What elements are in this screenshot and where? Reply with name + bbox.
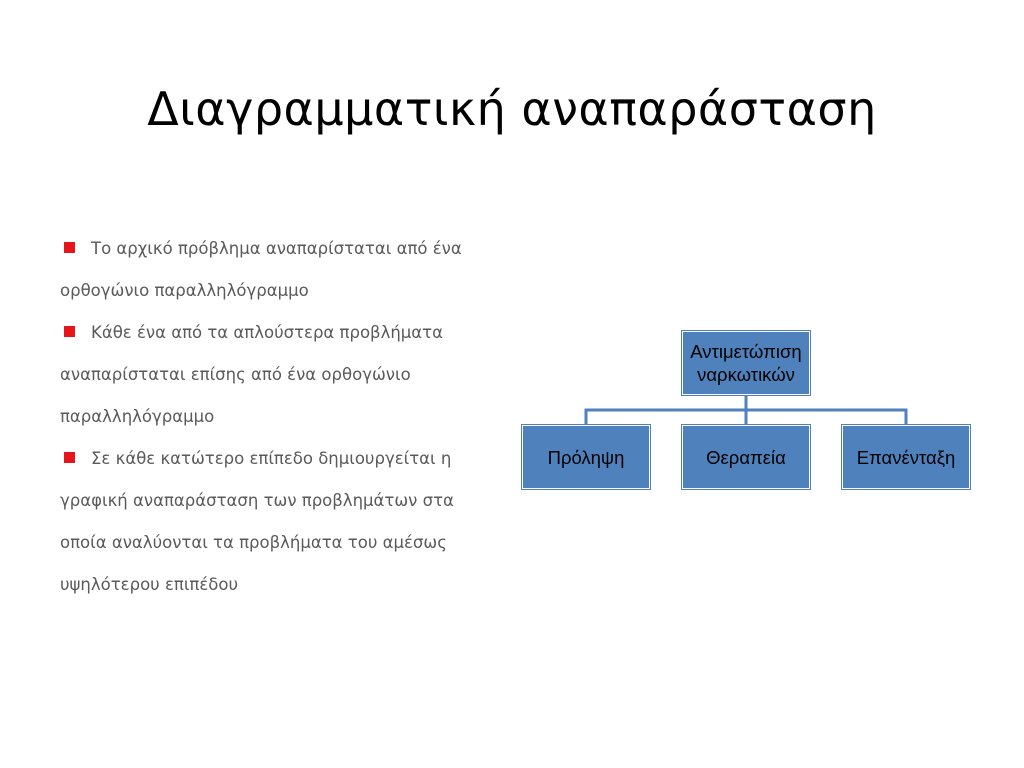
diagram-child-node-reintegration — [842, 425, 970, 489]
diagram-child-label: Θεραπεία — [706, 446, 786, 468]
bullet-text: Κάθε ένα από τα απλούστερα προβλήματα αναπαρίσταται επίσης από ένα ορθογώνιο παραλληλόγραμμο — [60, 323, 443, 426]
diagram-child-label: Πρόληψη — [547, 446, 625, 468]
bullet-text: Σε κάθε κατώτερο επίπεδο δημιουργείται η γραφική αναπαράσταση των προβλημάτων στα οποία αναλύονται τα προβλήματα του αμέσως υψηλότερου επιπέδου — [60, 449, 454, 594]
bullet-list — [60, 228, 488, 606]
bullet-item — [60, 312, 488, 438]
bullet-text: Το αρχικό πρόβλημα αναπαρίσταται από ένα ορθογώνιο παραλληλόγραμμο — [60, 239, 462, 300]
bullet-square-icon — [64, 242, 75, 253]
diagram-child-label: Επανένταξη — [856, 446, 956, 468]
slide-title: Διαγραμματική αναπαράσταση — [147, 82, 877, 136]
bullet-square-icon — [64, 326, 75, 337]
diagram-child-node-prevention — [522, 425, 650, 489]
bullet-item — [60, 228, 488, 312]
diagram-child-node-therapy — [682, 425, 810, 489]
diagram-root-node — [682, 331, 810, 395]
bullet-item — [60, 438, 488, 606]
bullet-square-icon — [64, 452, 75, 463]
diagram-root-label: Αντιμετώπιση ναρκωτικών — [690, 341, 802, 385]
